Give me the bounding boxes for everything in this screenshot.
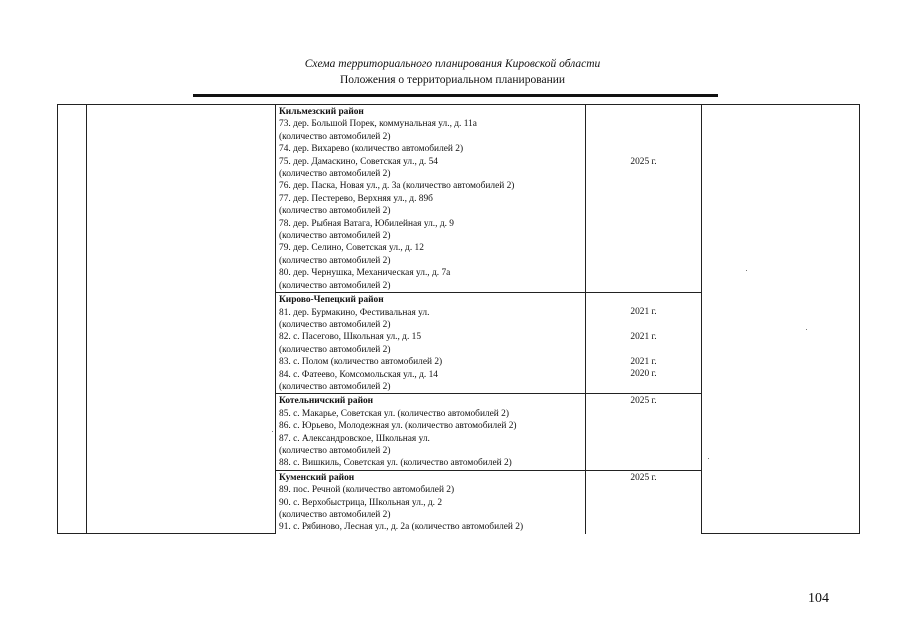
location-line: 77. дер. Пестерево, Верхняя ул., д. 89б — [279, 193, 433, 204]
location-line: (количество автомобилей 2) — [279, 319, 391, 330]
scan-speck — [272, 431, 273, 432]
document-header-title: Схема территориального планирования Кировской области — [304, 58, 601, 70]
location-line: 84. с. Фатеево, Комсомольская ул., д. 14 — [279, 369, 438, 380]
location-line: 87. с. Александровское, Школьная ул. — [279, 433, 430, 444]
number-cell — [58, 105, 87, 534]
year-value — [586, 143, 701, 155]
location-line: (количество автомобилей 2) — [279, 510, 391, 520]
year-cell — [586, 105, 702, 293]
location-line: 79. дер. Селино, Советская ул., д. 12 — [279, 243, 424, 254]
location-line: 91. с. Рябиново, Лесная ул., д. 2а (количество автомобилей 2) — [279, 522, 524, 533]
location-cell — [276, 293, 586, 394]
location-line: 80. дер. Чернушка, Механическая ул., д. 7а — [279, 268, 451, 279]
year-value: 2020 г. — [630, 369, 657, 380]
note-cell — [702, 105, 860, 534]
page-number: 104 — [808, 591, 829, 606]
location-line: 82. с. Пасегово, Школьная ул., д. 15 — [279, 332, 422, 343]
location-line: 86. с. Юрьево, Молодежная ул. (количество автомобилей 2) — [279, 421, 517, 432]
location-line: 76. дер. Паска, Новая ул., д. 3а (количество автомобилей 2) — [279, 181, 515, 192]
location-line: (количество автомобилей 2) — [279, 445, 391, 456]
year-value — [586, 131, 701, 143]
name-cell — [87, 105, 276, 534]
year-value: 2021 г. — [630, 332, 657, 343]
year-cell — [586, 394, 702, 470]
district-title: Котельничский район — [279, 396, 374, 407]
year-cell — [586, 293, 702, 394]
location-line: (количество автомобилей 2) — [279, 131, 391, 142]
year-value: 2025 г. — [630, 396, 657, 407]
location-line: (количество автомобилей 2) — [279, 381, 391, 392]
district-title: Кирово-Чепецкий район — [279, 295, 384, 306]
location-line: (количество автомобилей 2) — [279, 280, 391, 291]
header-rule — [193, 94, 718, 97]
location-line: (количество автомобилей 2) — [279, 231, 391, 242]
location-line: 73. дер. Большой Порек, коммунальная ул., д. 11а — [279, 119, 477, 130]
location-line: (количество автомобилей 2) — [279, 169, 391, 180]
year-value — [586, 106, 701, 118]
year-value: 2025 г. — [630, 472, 657, 483]
location-line: 78. дер. Рыбная Ватага, Юбилейная ул., д. 9 — [279, 218, 454, 229]
year-value — [586, 319, 701, 331]
district-title: Кильмезский район — [279, 107, 364, 117]
scan-speck — [708, 458, 709, 459]
location-line: (количество автомобилей 2) — [279, 206, 391, 217]
year-value — [586, 344, 701, 356]
district-title: Куменский район — [279, 472, 355, 483]
location-line: (количество автомобилей 2) — [279, 255, 391, 266]
location-line: 90. с. Верхобыстрица, Школьная ул., д. 2 — [279, 497, 443, 508]
year-cell — [586, 470, 702, 534]
scan-speck — [806, 329, 807, 330]
location-line: 85. с. Макарье, Советская ул. (количество автомобилей 2) — [279, 408, 509, 419]
location-line: 74. дер. Вихарево (количество автомобилей 2) — [279, 144, 464, 155]
planning-table — [57, 104, 860, 534]
year-value: 2021 г. — [630, 307, 657, 318]
year-value — [586, 294, 701, 306]
location-line: 81. дер. Бурмакино, Фестивальная ул. — [279, 307, 430, 318]
year-value: 2021 г. — [630, 357, 657, 368]
location-cell — [276, 105, 586, 293]
table-row — [58, 105, 860, 293]
location-line: 75. дер. Дамаскино, Советская ул., д. 54 — [279, 156, 438, 167]
year-value — [586, 118, 701, 130]
location-line: 88. с. Вишкиль, Советская ул. (количество автомобилей 2) — [279, 458, 512, 469]
scan-speck — [746, 270, 747, 271]
document-header-subtitle: Положения о территориальном планировании — [339, 74, 566, 86]
location-line: (количество автомобилей 2) — [279, 344, 391, 355]
location-line: 83. с. Полом (количество автомобилей 2) — [279, 357, 443, 368]
location-line: 89. пос. Речной (количество автомобилей 2) — [279, 485, 455, 496]
location-cell — [276, 470, 586, 534]
location-cell — [276, 394, 586, 470]
year-value: 2025 г. — [630, 156, 657, 167]
